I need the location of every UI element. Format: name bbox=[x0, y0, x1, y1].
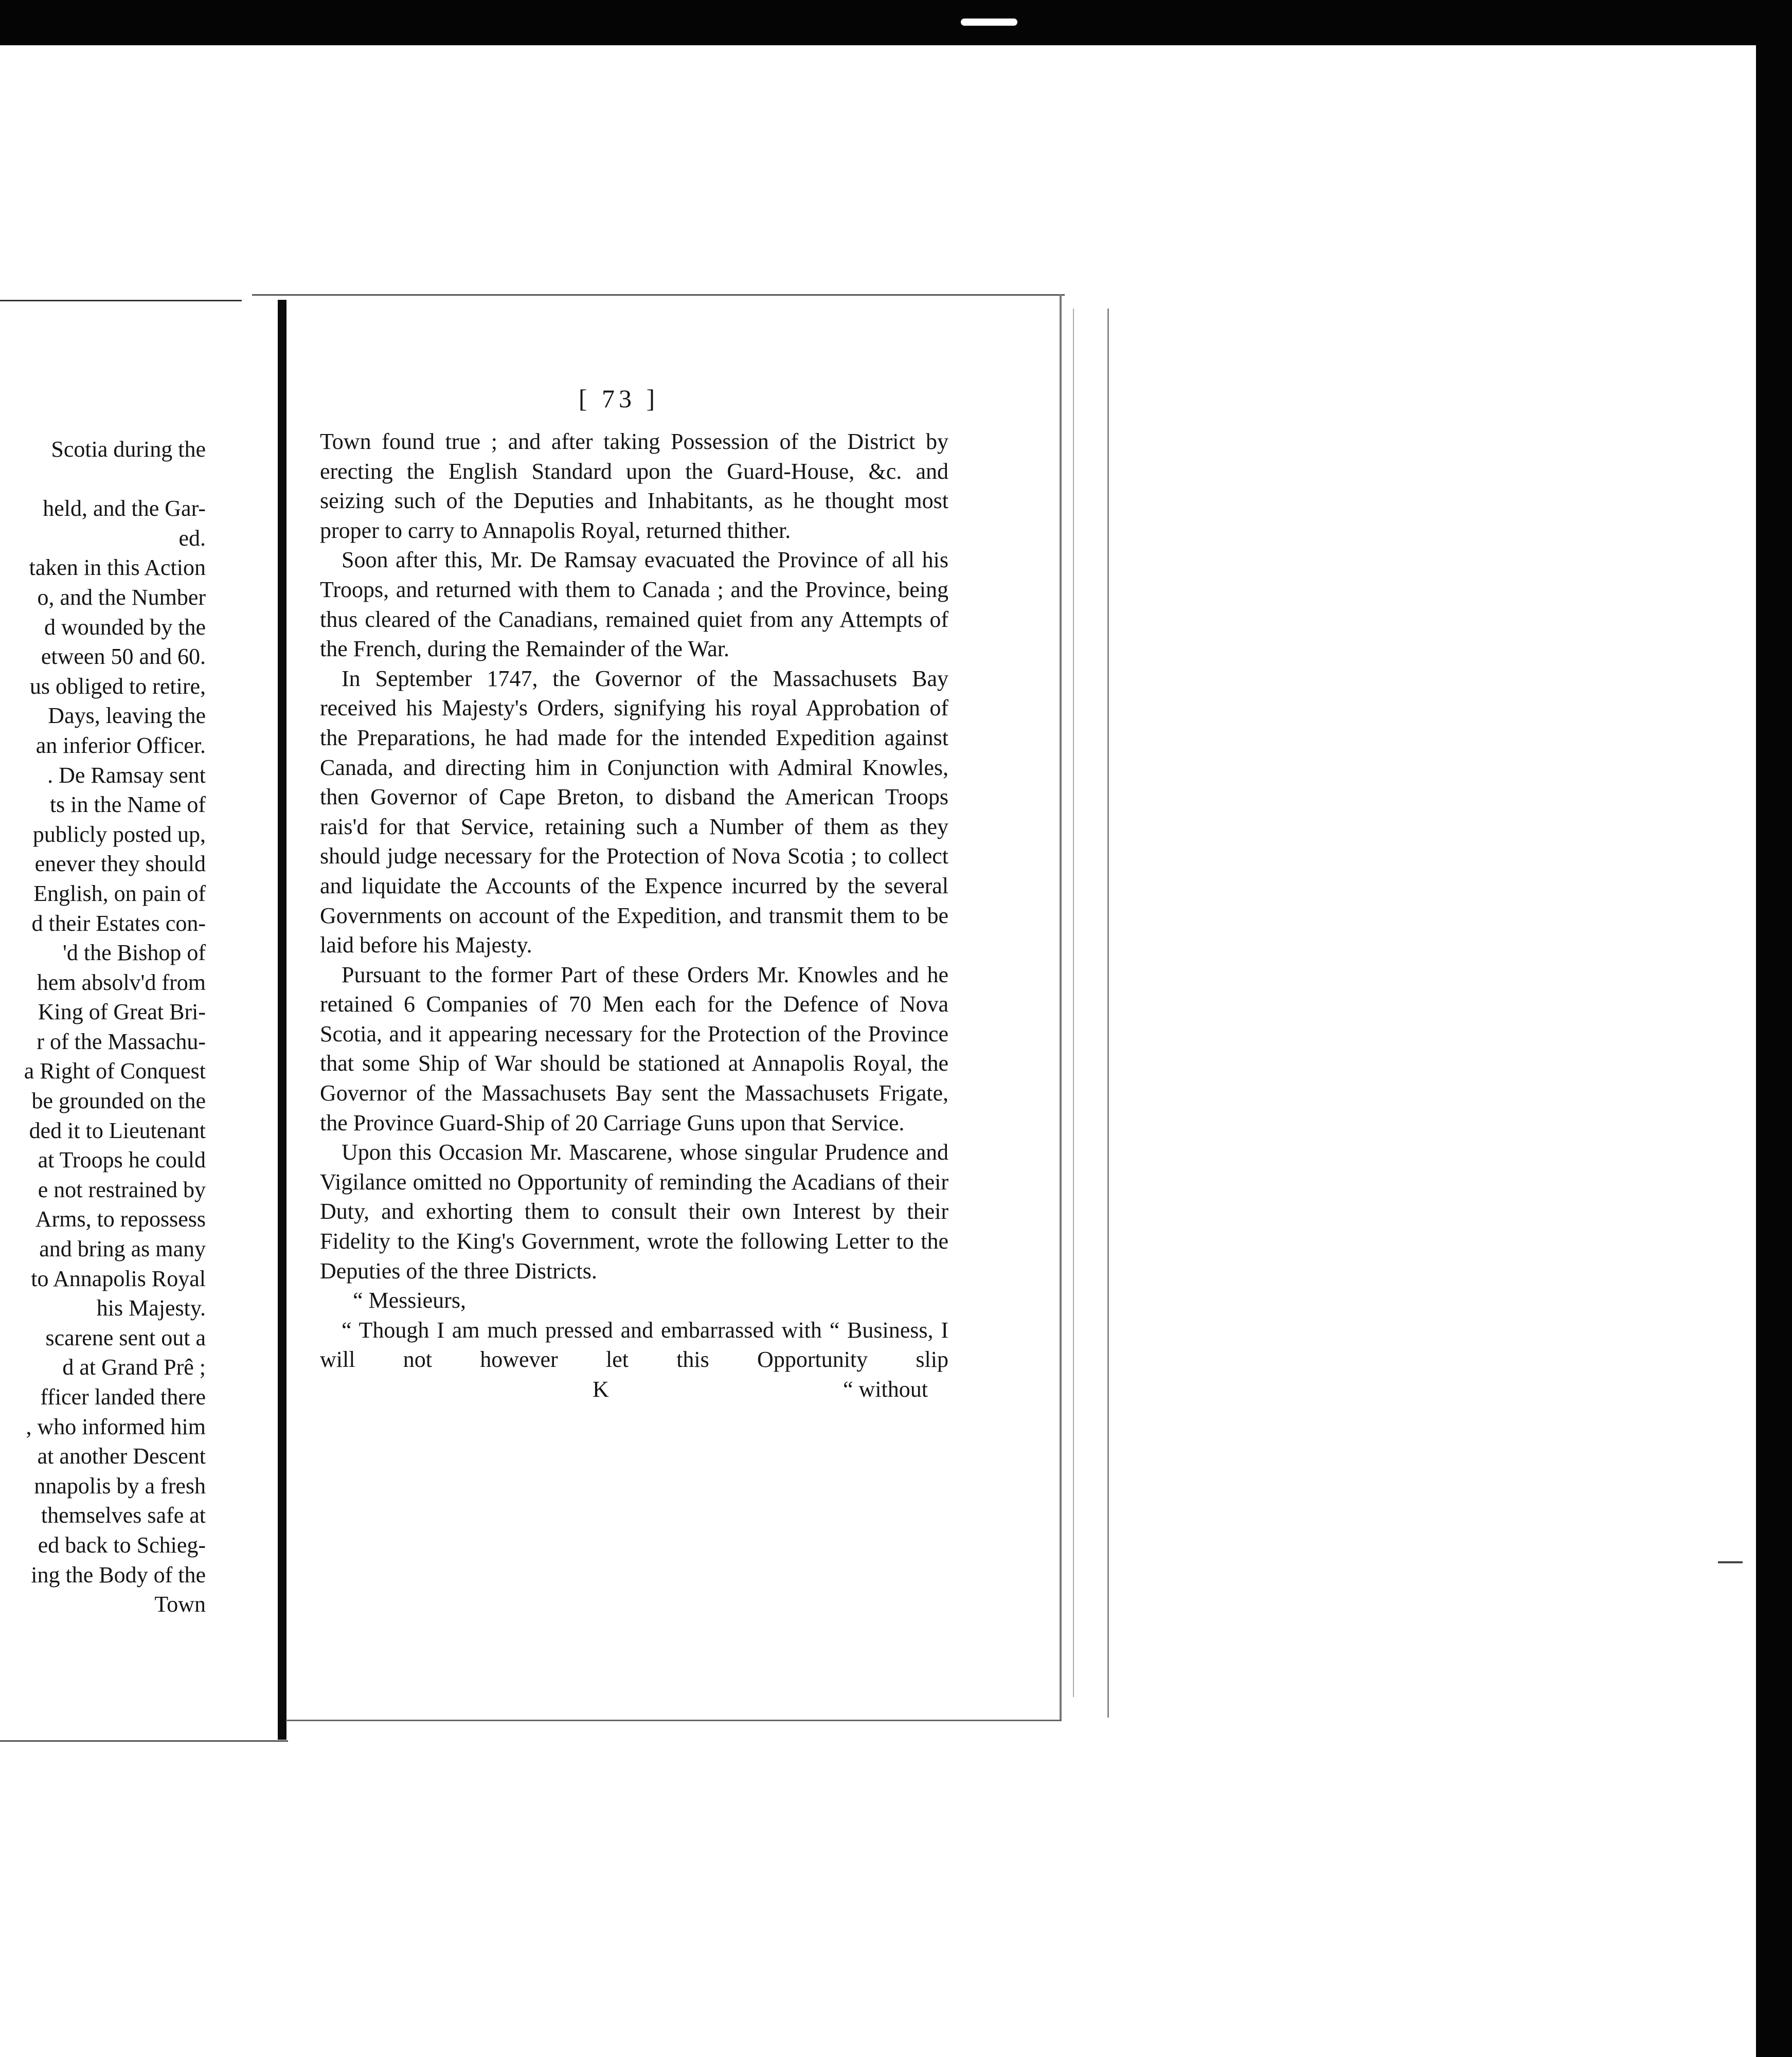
verso-line: d their Estates con- bbox=[31, 910, 206, 936]
scan-frame-top bbox=[0, 0, 1792, 45]
verso-line: nnapolis by a fresh bbox=[34, 1473, 206, 1499]
paragraph: Pursuant to the former Part of these Orders Mr. Knowles and he retained 6 Companies of 70 Men each for the Defence of Nova Scotia, and it appearing necessary for the Protection of the Province that some Ship of War should be stationed at Annapolis Royal, the Governor of the Massachusets Bay sent the Massachusets Frigate, the Province Guard-Ship of 20 Carriage Guns upon that Service. bbox=[320, 962, 948, 1135]
verso-top-edge bbox=[0, 300, 242, 301]
verso-line: Scotia during the bbox=[51, 437, 206, 462]
recto-page bbox=[320, 370, 948, 1574]
verso-line: taken in this Action bbox=[29, 555, 206, 581]
recto-right-edge bbox=[1060, 294, 1062, 1721]
verso-line: d at Grand Prê ; bbox=[62, 1355, 206, 1380]
paragraph: Soon after this, Mr. De Ramsay evacuated the Province of all his Troops, and returned with them to Canada ; and the Province, being thus cleared of the Canadians, remained quiet from any Attempts of the French, during the Remainder of the War. bbox=[320, 547, 948, 662]
verso-line: held, and the Gar- bbox=[43, 496, 206, 521]
verso-line: fficer landed there bbox=[40, 1384, 206, 1410]
verso-line: Days, leaving the bbox=[48, 703, 206, 729]
verso-line: Arms, to repossess bbox=[35, 1206, 206, 1232]
recto-right-edge-shadow bbox=[1073, 309, 1074, 1697]
verso-line: Town bbox=[154, 1592, 206, 1617]
verso-line: English, on pain of bbox=[33, 880, 206, 906]
verso-line bbox=[0, 464, 206, 494]
verso-line: , who informed him bbox=[26, 1414, 206, 1439]
verso-bottom-edge bbox=[0, 1740, 288, 1742]
verso-line: an inferior Officer. bbox=[35, 732, 206, 758]
verso-line: ded it to Lieutenant bbox=[29, 1117, 206, 1143]
verso-line: etween 50 and 60. bbox=[41, 644, 206, 670]
verso-line: d wounded by the bbox=[44, 614, 206, 640]
recto-top-edge bbox=[252, 294, 1065, 296]
verso-line: King of Great Bri- bbox=[38, 999, 206, 1025]
page-number-header: [ 73 ] bbox=[578, 384, 659, 413]
verso-line: ts in the Name of bbox=[49, 792, 206, 818]
verso-line: r of the Massachu- bbox=[37, 1028, 206, 1054]
verso-line: scarene sent out a bbox=[45, 1325, 206, 1350]
paragraph: In September 1747, the Governor of the Massachusets Bay received his Majesty's Orders, signifying his royal Approbation of the Preparations, he had made for the intended Expedition against Canada, and directing him in Conjunction with Admiral Knowles, then Governor of Cape Breton, to disband the American Troops rais'd for that Service, retaining such a Number of them as they should judge necessary for the Protection of Nova Scotia ; to collect and liquidate the Accounts of the Expence incurred by the several Governments on account of the Expedition, and transmit them to be laid before his Majesty. bbox=[320, 665, 948, 958]
page-footer bbox=[320, 1375, 948, 1404]
catchword: “ without bbox=[843, 1377, 928, 1402]
verso-line: enever they should bbox=[34, 851, 206, 877]
verso-line: his Majesty. bbox=[96, 1295, 206, 1321]
verso-line: at Troops he could bbox=[38, 1147, 206, 1173]
verso-line: hem absolv'd from bbox=[37, 969, 206, 995]
verso-line: publicly posted up, bbox=[32, 821, 206, 847]
book-gutter bbox=[278, 300, 286, 1740]
verso-line: to Annapolis Royal bbox=[31, 1266, 206, 1291]
scan-frame-notch bbox=[961, 19, 1017, 26]
signature-mark: K bbox=[593, 1377, 609, 1402]
verso-line: . De Ramsay sent bbox=[47, 762, 206, 788]
verso-line: 'd the Bishop of bbox=[62, 940, 206, 966]
verso-line: themselves safe at bbox=[41, 1503, 206, 1528]
verso-line: e not restrained by bbox=[38, 1177, 206, 1202]
letter-body: “ Though I am much pressed and embarrassed with “ Business, I will not however let this Opportunity slip bbox=[320, 1317, 948, 1373]
recto-bottom-edge bbox=[286, 1720, 1062, 1721]
verso-line: ed back to Schieg- bbox=[38, 1532, 206, 1558]
paragraph: Town found true ; and after taking Possession of the District by erecting the English Standard upon the Guard-House, &c. and seizing such of the Deputies and Inhabitants, as he thought most proper to carry to Annapolis Royal, returned thither. bbox=[320, 429, 948, 543]
paragraph: Upon this Occasion Mr. Mascarene, whose singular Prudence and Vigilance omitted no Opportunity of reminding the Acadians of their Duty, and exhorting them to consult their own Interest by their Fidelity to the King's Government, wrote the following Letter to the Deputies of the three Districts. bbox=[320, 1140, 948, 1284]
recto-right-edge-outer bbox=[1107, 309, 1109, 1718]
verso-line: at another Descent bbox=[37, 1443, 206, 1469]
scan-dash-mark bbox=[1718, 1561, 1743, 1563]
verso-line: a Right of Conquest bbox=[24, 1058, 206, 1084]
verso-page-text bbox=[0, 435, 206, 1617]
scan-frame-right bbox=[1756, 0, 1792, 2057]
verso-line: ing the Body of the bbox=[31, 1562, 206, 1587]
verso-line: and bring as many bbox=[39, 1236, 206, 1262]
verso-line: o, and the Number bbox=[37, 584, 206, 610]
verso-line: be grounded on the bbox=[31, 1088, 206, 1114]
letter-salutation: “ Messieurs, bbox=[353, 1288, 466, 1313]
verso-line: us obliged to retire, bbox=[29, 673, 206, 699]
verso-line: ed. bbox=[178, 525, 206, 551]
